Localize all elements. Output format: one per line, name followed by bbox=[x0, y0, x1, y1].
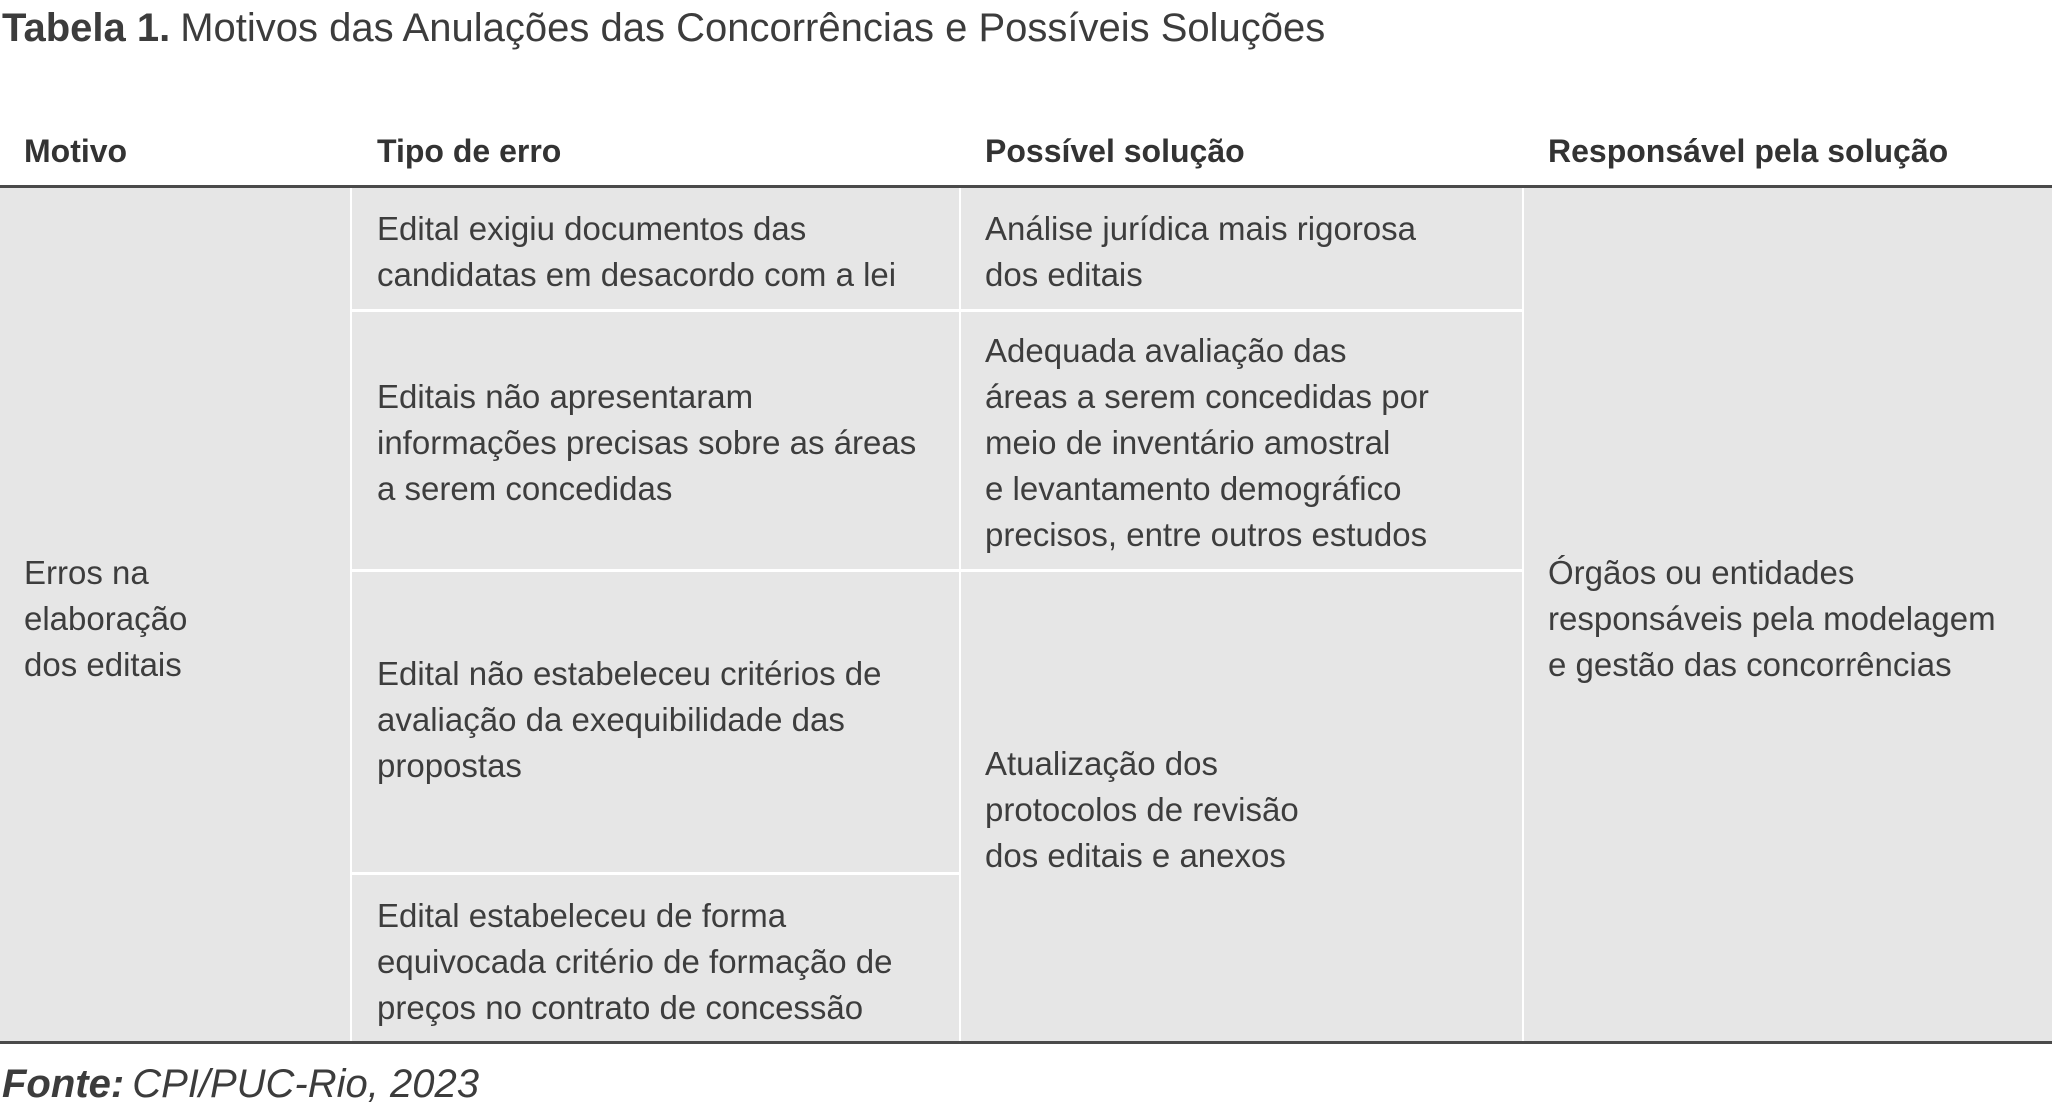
cell-line: a serem concedidas bbox=[377, 470, 673, 507]
column-divider bbox=[959, 188, 961, 1041]
cell-line: elaboração bbox=[24, 600, 188, 637]
cell-line: preços no contrato de concessão bbox=[377, 989, 864, 1026]
source-note bbox=[2, 1058, 479, 1110]
cell-tipo-de-erro-3 bbox=[377, 651, 881, 789]
cell-line: propostas bbox=[377, 747, 522, 784]
table-title-text: Motivos das Anulações das Concorrências e Possíveis Soluções bbox=[180, 6, 1326, 50]
cell-line: responsáveis pela modelagem bbox=[1548, 600, 1996, 637]
cell-line: precisos, entre outros estudos bbox=[985, 516, 1428, 553]
table-title bbox=[2, 2, 1325, 54]
cell-line: áreas a serem concedidas por bbox=[985, 378, 1429, 415]
cell-motivo bbox=[24, 550, 187, 688]
column-header-motivo: Motivo bbox=[24, 133, 128, 169]
source-label: Fonte: bbox=[2, 1062, 125, 1106]
source-text: CPI/PUC-Rio, 2023 bbox=[132, 1062, 479, 1106]
column-divider bbox=[1522, 188, 1524, 1041]
cell-line: Erros na bbox=[24, 554, 149, 591]
row-divider bbox=[352, 872, 959, 875]
column-header-tipo-de-erro: Tipo de erro bbox=[377, 133, 562, 169]
cell-line: equivocada critério de formação de bbox=[377, 943, 893, 980]
cell-line: Órgãos ou entidades bbox=[1548, 554, 1855, 591]
row-divider bbox=[352, 309, 959, 312]
cell-line: Análise jurídica mais rigorosa bbox=[985, 210, 1417, 247]
cell-line: Edital estabeleceu de forma bbox=[377, 897, 787, 934]
cell-tipo-de-erro-1 bbox=[377, 206, 896, 298]
cell-line: Adequada avaliação das bbox=[985, 332, 1347, 369]
cell-line: candidatas em desacordo com a lei bbox=[377, 256, 897, 293]
cell-tipo-de-erro-4 bbox=[377, 893, 892, 1031]
cell-line: informações precisas sobre as áreas bbox=[377, 424, 917, 461]
column-header-responsavel: Responsável pela solução bbox=[1548, 133, 1949, 169]
cell-line: Editais não apresentaram bbox=[377, 378, 754, 415]
cell-line: protocolos de revisão bbox=[985, 791, 1299, 828]
row-divider bbox=[961, 309, 1522, 312]
cell-line: e gestão das concorrências bbox=[1548, 646, 1952, 683]
cell-line: meio de inventário amostral bbox=[985, 424, 1391, 461]
cell-solucao-3 bbox=[985, 741, 1299, 879]
cell-line: Edital não estabeleceu critérios de bbox=[377, 655, 882, 692]
cell-line: e levantamento demográfico bbox=[985, 470, 1402, 507]
cell-solucao-2 bbox=[985, 328, 1429, 558]
cell-line: dos editais e anexos bbox=[985, 837, 1286, 874]
table-body bbox=[0, 188, 2052, 1041]
column-divider bbox=[350, 188, 352, 1041]
cell-line: Edital exigiu documentos das bbox=[377, 210, 807, 247]
table-number-label: Tabela 1. bbox=[2, 6, 171, 50]
cell-line: dos editais bbox=[985, 256, 1143, 293]
column-header-possivel-solucao: Possível solução bbox=[985, 133, 1245, 169]
cell-line: avaliação da exequibilidade das bbox=[377, 701, 845, 738]
cell-tipo-de-erro-2 bbox=[377, 374, 916, 512]
row-divider bbox=[961, 569, 1522, 572]
cell-solucao-1 bbox=[985, 206, 1416, 298]
table-header bbox=[0, 126, 2052, 184]
cell-responsavel bbox=[1548, 550, 1996, 688]
row-divider bbox=[352, 569, 959, 572]
cell-line: dos editais bbox=[24, 646, 182, 683]
bottom-rule bbox=[0, 1041, 2052, 1044]
cell-line: Atualização dos bbox=[985, 745, 1218, 782]
